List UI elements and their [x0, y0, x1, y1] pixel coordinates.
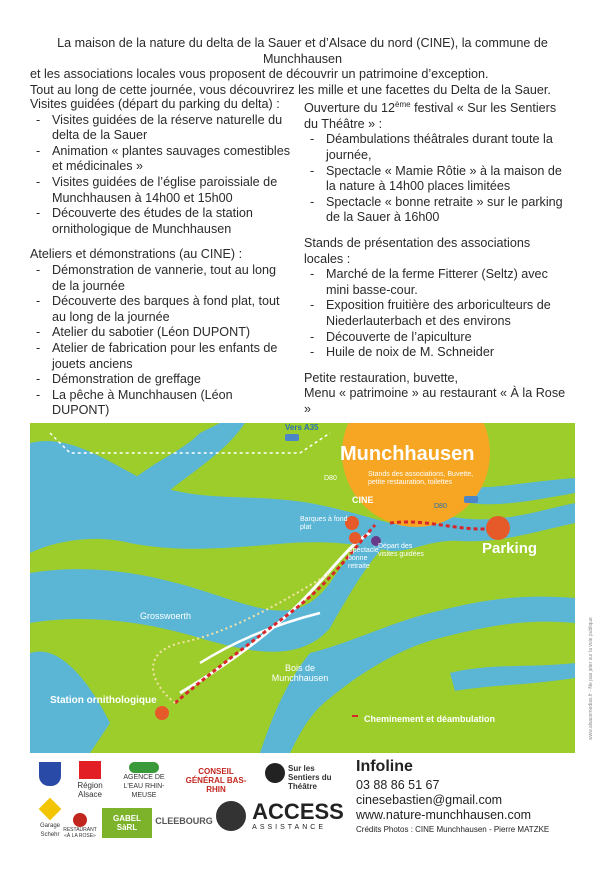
map-label-spectacle: Spectacle bonne retraite: [348, 547, 379, 570]
list-item: - Démonstration de vannerie, tout au long de la journée: [48, 263, 292, 294]
conseil-general-logo: CONSEIL GÉNÉRAL BAS-RHIN: [185, 766, 247, 794]
intro-line-2: et les associations locales vous proposent de découvrir un patrimoine d’exception.: [30, 67, 489, 82]
list-item: - Découverte de l’apiculture: [322, 330, 566, 346]
access-assistance-logo: ACCESS ASSISTANCE: [214, 796, 346, 836]
map-legend: Cheminement et déambulation: [364, 714, 496, 724]
map-label-vers: Vers A35: [285, 423, 319, 432]
sentiers-logo: Sur les Sentiers du Théâtre: [288, 763, 332, 791]
resto-line-1: Petite restauration, buvette,: [304, 370, 459, 385]
ateliers-title: Ateliers et démonstrations (au CINE) :: [30, 247, 243, 262]
map-label-d80b: D80: [434, 503, 447, 510]
list-item: - Atelier du sabotier (Léon DUPONT): [48, 325, 292, 341]
list-item: - Découverte des barques à fond plat, tout au long de la journée: [48, 294, 292, 325]
list-item: - Marché de la ferme Fitterer (Seltz) avec mini basse-cour.: [322, 267, 566, 298]
festival-list: [304, 132, 566, 226]
theatre-logo-icon: [260, 758, 290, 788]
list-item: - Visites guidées de l’église paroissiale de Munchhausen à 14h00 et 15h00: [48, 175, 292, 206]
left-column: [30, 97, 292, 419]
delta-map: [30, 423, 575, 753]
coat-of-arms-icon: [35, 760, 65, 788]
list-item: - Découverte des études de la station ornithologique de Munchhausen: [48, 206, 292, 237]
list-item: - Déambulations théâtrales durant toute la journée,: [322, 132, 566, 163]
stands-title: Stands de présentation des associations locales :: [304, 235, 531, 266]
list-item: - Exposition fruitière des arboriculteurs de Niederlauterbach et des environs: [322, 298, 566, 329]
right-column: [304, 97, 566, 417]
phone-number: 03 88 86 51 67: [356, 778, 440, 792]
map-label-parking: Parking: [482, 540, 538, 557]
photo-credits: Crédits Photos : CINE Munchhausen - Pierre MATZKE: [356, 825, 550, 834]
map-label-depart: Départ des visites guidées: [378, 543, 424, 558]
list-item: - Animation « plantes sauvages comestibles et médicinales »: [48, 144, 292, 175]
list-item: - Spectacle « bonne retraite » sur le parking de la Sauer à 16h00: [322, 195, 566, 226]
festival-title: Ouverture du 12ème festival « Sur les Sentiers du Théâtre » :: [304, 100, 557, 131]
visites-title: Visites guidées (départ du parking du delta) :: [30, 97, 280, 111]
region-alsace-logo: Région Alsace: [72, 760, 108, 800]
list-item: - La pêche à Munchhausen (Léon DUPONT): [48, 388, 292, 419]
restaurant-logo: RESTAURANT «À LA ROSE»: [62, 806, 98, 846]
cleebourg-logo: CLEEBOURG: [155, 815, 213, 826]
resto-line-2: Menu « patrimoine » au restaurant « À la Rose »: [304, 386, 566, 416]
intro-text: [30, 36, 575, 98]
side-credit: www.alsacemedias.fr - Ne pas jeter sur la voie publique: [588, 617, 594, 740]
stands-list: [304, 267, 566, 361]
map-label-town: Munchhausen: [340, 443, 475, 465]
list-item: - Spectacle « Mamie Rôtie » à la maison de la nature à 14h00 places limitées: [322, 164, 566, 195]
map-label-grosswoerth: Grosswoerth: [140, 611, 192, 621]
list-item: - Atelier de fabrication pour les enfants de jouets anciens: [48, 341, 292, 372]
intro-line-1: La maison de la nature du delta de la Sauer et d’Alsace du nord (CINE), la commune de Munchhausen: [57, 36, 548, 66]
visites-list: [30, 113, 292, 238]
list-item: - Démonstration de greffage: [48, 372, 292, 388]
intro-line-3: Tout au long de cette journée, vous découvrirez les mille et une facettes du Delta de la Sauer.: [30, 82, 551, 97]
map-label-barques: Barques à fond plat: [300, 516, 348, 531]
ateliers-list: [30, 263, 292, 419]
list-item: - Visites guidées de la réserve naturelle du delta de la Sauer: [48, 113, 292, 144]
list-item: - Huile de noix de M. Schneider: [322, 345, 566, 361]
garage-logo: Garage Schehr: [35, 800, 65, 840]
map-label-bois: Bois de Munchhausen: [271, 663, 329, 683]
map-label-cine: CINE: [352, 495, 374, 505]
infoline-title: Infoline: [356, 758, 413, 775]
map-label-d80a: D80: [324, 475, 337, 482]
map-label-station: Station ornithologique: [50, 695, 157, 706]
agence-eau-logo: AGENCE DE L'EAU RHIN-MEUSE: [115, 762, 173, 800]
email-link[interactable]: cinesebastien@gmail.com: [356, 793, 503, 807]
gabel-logo: GABEL SàRL: [102, 808, 152, 838]
website-link[interactable]: www.nature-munchhausen.com: [356, 808, 532, 822]
map-label-stands: Stands des associations, Buvette, petite restauration, toilettes: [368, 471, 474, 486]
